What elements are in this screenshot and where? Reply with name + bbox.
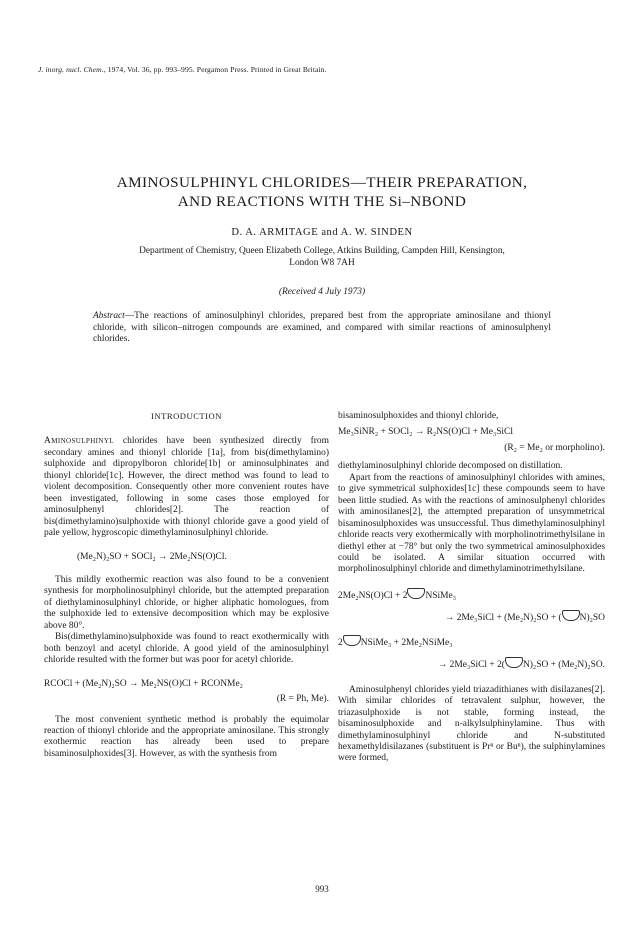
equation-2-condition: (R = Ph, Me). xyxy=(276,694,329,705)
left-column xyxy=(44,411,329,760)
eq5b-tail: N)₂SO + (Me₂N)₂SO. xyxy=(522,660,605,671)
morpholine-ring-icon xyxy=(505,657,523,668)
equation-5-line-2 xyxy=(338,657,605,671)
right-paragraph-4: Aminosulphenyl chlorides yield triazadithianes with disilazanes[2]. With similar chlorides of tetravalent sulphur, however, the triazasulphoxide is not stable, forming instead, the bisaminosulphoxide and n-alkylsulphinylamine. Thus with dimethylaminosulphinyl chloride and N-substituted hexamethyldisilazanes (substituent is Prⁿ or Buⁿ), the sulphinylamines were formed, xyxy=(338,684,605,764)
morpholine-ring-icon xyxy=(562,610,580,621)
running-head xyxy=(38,65,327,74)
right-paragraph-2: diethylaminosulphinyl chloride decomposed on distillation. xyxy=(338,461,563,472)
abstract xyxy=(93,311,551,346)
received-date: (Received 4 July 1973) xyxy=(278,287,366,297)
right-paragraph-3: Apart from the reactions of aminosulphinyl chlorides with amines, to give symmetrical sulphoxides[1c] these compounds seem to have been little studied. As with the reactions of aminosulphenyl chlorides with aminosilanes[2], the attempted preparation of unsymmetrical bisaminosulphoxides was unsuccessful. Thus dimethylaminosulphinyl chloride reacts very exothermically with morpholinotrimethylsilane in diethyl ether at −78° but only the two symmetrical aminosulphoxides could be isolated. A similar situation occurred with morpholinosulphinyl chloride and dimethylaminotrimethylsilane. xyxy=(338,472,605,575)
left-paragraph-2: This mildly exothermic reaction was also found to be a convenient synthesis for morpholinosulphinyl chloride, but the attempted preparation of diethylaminosulphinyl chloride, or higher aliphatic homologues, from the sulphoxide led to extensive decomposition which may be explosive above 80°. xyxy=(44,574,329,631)
equation-4-line-1 xyxy=(338,588,605,602)
morpholine-ring-icon xyxy=(343,635,361,646)
equation-4-line-2 xyxy=(338,610,605,624)
journal-name: J. inorg. nucl. Chem., xyxy=(38,65,106,74)
authors: D. A. ARMITAGE and A. W. SINDEN xyxy=(231,227,413,238)
right-paragraph-1: bisaminosulphoxides and thionyl chloride, xyxy=(338,411,499,421)
right-column xyxy=(338,411,605,765)
equation-3-condition: (R₂ = Me₂ or morpholino). xyxy=(504,442,605,453)
affiliation xyxy=(80,245,564,269)
left-paragraph-4: The most convenient synthetic method is probably the equimolar reaction of thionyl chloride and the appropriate aminosilane. This strongly exothermic reaction has already been used to prepare bisaminosulphoxides[3]. However, as with the synthesis from xyxy=(44,714,329,759)
morpholine-ring-icon xyxy=(407,588,425,599)
affiliation-line-2: London W8 7AH xyxy=(289,258,355,268)
journal-details: 1974, Vol. 36, pp. 993–995. Pergamon Press. Printed in Great Britain. xyxy=(105,65,327,74)
eq5-tail: NSiMe₃ + 2Me₂NSiMe₃ xyxy=(360,637,453,648)
lead-word: Aminosulphinyl xyxy=(44,436,114,447)
eq4b-tail: N)₂SO xyxy=(579,613,605,624)
eq5b-start: → 2Me₃SiCl + 2( xyxy=(437,660,505,671)
title-line-1: AMINOSULPHINYL CHLORIDES—THEIR PREPARATION, xyxy=(116,174,528,191)
left-paragraph-3: Bis(dimethylamino)sulphoxide was found to react exothermically with both benzoyl and acetyl chloride. A good yield of the aminosulphinyl chloride resulted with the former but was poor for acetyl chloride. xyxy=(44,632,329,666)
title-line-2: AND REACTIONS WITH THE Si–NBOND xyxy=(177,193,467,210)
equation-1: (Me₂N)₂SO + SOCl₂ → 2Me₂NS(O)Cl. xyxy=(77,551,227,562)
section-heading: INTRODUCTION xyxy=(151,411,222,421)
left-paragraph-1 xyxy=(44,436,329,539)
abstract-label: Abstract xyxy=(93,311,125,321)
left-p1-text: chlorides have been synthesized directly from secondary amines and thionyl chloride [1a], from bis(dimethylamino) sulphoxide and dipropylboron chloride[1b] or aminosulphinates and thionyl chloride[1c]. However, the direct method was found to lead to violent decomposition. Consequently other more convenient routes have been investigated, following in some cases those employed for aminosulphenyl chlorides[2]. The reaction of bis(dimethylamino)sulphoxide with thionyl chloride gave a good yield of pale yellow, hygroscopic dimethylaminosulphinyl chloride. xyxy=(44,436,329,539)
eq5-start: 2 xyxy=(338,637,343,648)
eq4-start: 2Me₂NS(O)Cl + 2 xyxy=(338,590,408,601)
equation-5-line-1 xyxy=(338,635,605,649)
affiliation-line-1: Department of Chemistry, Queen Elizabeth College, Atkins Building, Campden Hill, Kensington, xyxy=(139,246,505,256)
equation-3: Me₃SiNR₂ + SOCl₂ → R₂NS(O)Cl + Me₃SiCl xyxy=(338,427,513,438)
abstract-text: —The reactions of aminosulphinyl chlorides, prepared best from the appropriate aminosilane and thionyl chloride, with silicon–nitrogen compounds are examined, and compared with similar reactions of aminosulphenyl chlorides. xyxy=(93,311,551,345)
equation-2: RCOCl + (Me₂N)₂SO → Me₂NS(O)Cl + RCONMe₂ xyxy=(44,678,243,689)
eq4-tail: NSiMe₃ xyxy=(425,590,456,601)
eq4b-start: → 2Me₃SiCl + (Me₂N)₂SO + ( xyxy=(444,613,562,624)
page-number: 993 xyxy=(315,884,329,894)
